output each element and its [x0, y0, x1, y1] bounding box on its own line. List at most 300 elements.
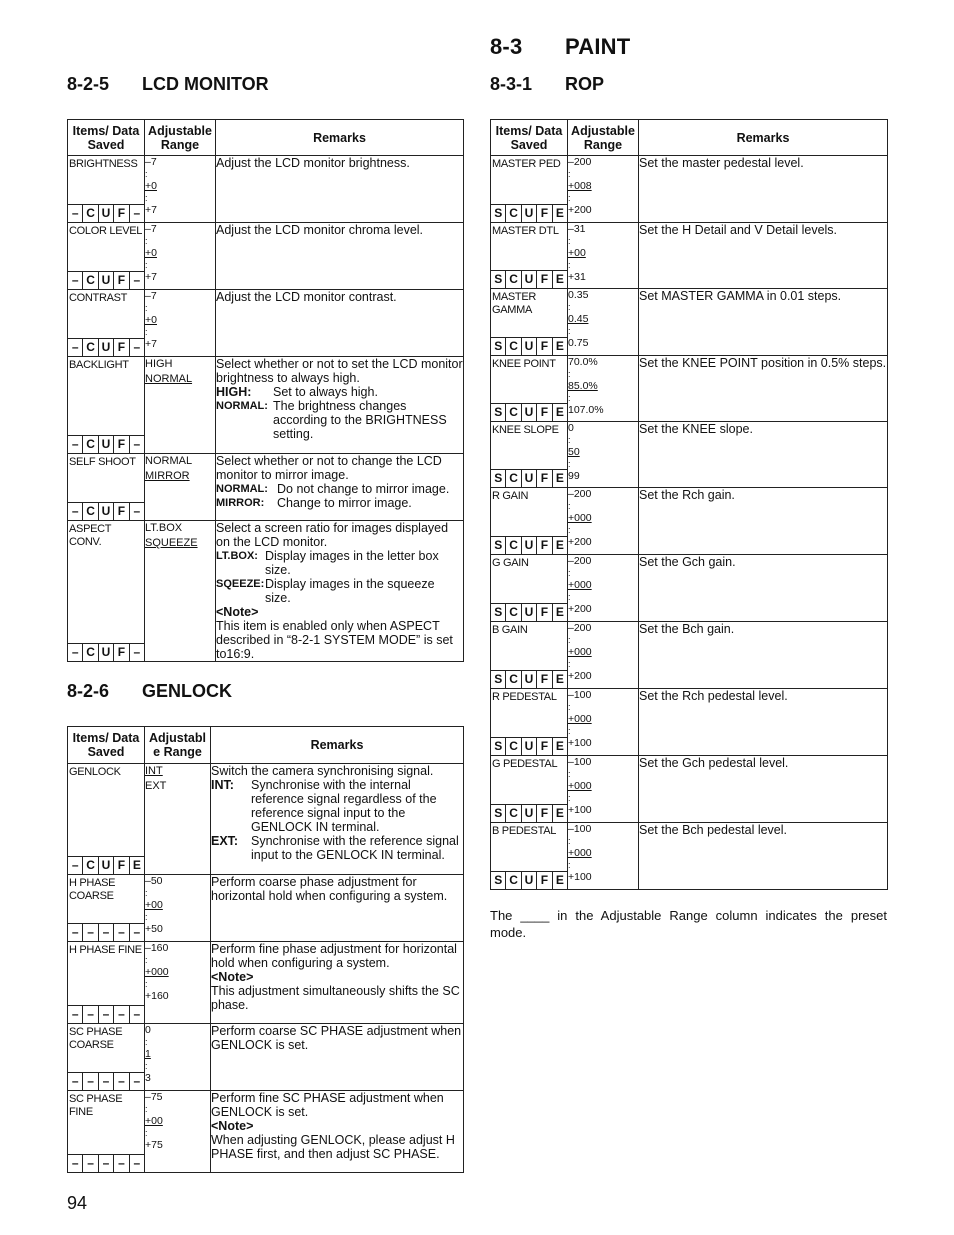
saved-flag: C [505, 338, 520, 355]
saved-flag: U [521, 338, 536, 355]
range-ellipsis: : [568, 726, 571, 736]
saved-flag: – [71, 645, 79, 659]
range-preset-value: +00 [568, 247, 586, 259]
range-ellipsis: : [568, 501, 571, 511]
saved-flag: – [129, 503, 144, 520]
header-remarks: Remarks [639, 120, 888, 156]
note-label: <Note> [216, 605, 259, 619]
range-preset-value: +0 [145, 314, 157, 326]
item-name: MASTER DTL [492, 225, 559, 237]
saved-flag: – [82, 1006, 97, 1023]
item-cell [68, 942, 145, 1024]
item-name: MASTER GAMMA [492, 291, 537, 316]
saved-flag: S [494, 672, 503, 686]
range-preset [568, 579, 638, 591]
range-ellipsis: : [145, 1061, 148, 1071]
remark-text: Set the KNEE slope. [639, 422, 753, 436]
saved-flag: – [113, 1073, 128, 1090]
saved-flag: – [129, 1006, 144, 1023]
item-name: B PEDESTAL [492, 825, 557, 837]
table-row [491, 422, 888, 488]
saved-flag: C [505, 537, 520, 554]
range-ellipsis: : [568, 860, 571, 870]
remark-text: Set MASTER GAMMA in 0.01 steps. [639, 289, 842, 303]
saved-flag: – [129, 924, 144, 941]
range-cell [145, 223, 216, 290]
range-ellipsis: : [568, 169, 571, 179]
note-text: This adjustment simultaneously shifts the SC phase. [211, 984, 460, 1012]
range-ellipsis: : [145, 327, 148, 337]
option-key: MIRROR: [216, 497, 265, 509]
saved-flag: – [98, 1006, 113, 1023]
table-row [68, 875, 464, 942]
data-saved-flags [68, 271, 144, 289]
remarks-cell [639, 622, 888, 689]
range-ellipsis: : [568, 702, 571, 712]
item-cell [491, 356, 568, 422]
saved-flag: C [505, 805, 520, 822]
header-items: Items/ Data Saved [68, 120, 145, 156]
saved-flag: C [505, 271, 520, 288]
remarks-cell [211, 764, 464, 875]
header-range: Adjustable Range [568, 120, 639, 156]
section-number: 8-2-6 [67, 681, 110, 701]
saved-flag: – [129, 205, 144, 222]
header-items: Items/ Data Saved [68, 727, 145, 764]
range-cell [568, 488, 639, 555]
range-min: 0 [145, 1024, 151, 1036]
range-option [145, 764, 210, 779]
remarks-cell [639, 356, 888, 422]
option-definition [216, 385, 463, 399]
range-min: 0 [568, 422, 574, 434]
range-max: +100 [568, 804, 592, 816]
remarks-cell [639, 823, 888, 890]
data-saved-flags [491, 270, 567, 288]
range-cell [568, 622, 639, 689]
saved-flag: C [82, 857, 97, 874]
header-items: Items/ Data Saved [491, 120, 568, 156]
range-preset-value: 0.45 [568, 313, 589, 325]
range-max: +200 [568, 204, 592, 216]
range-min: –7 [145, 156, 157, 168]
saved-flag: – [71, 1074, 79, 1088]
saved-flag: – [71, 273, 79, 287]
saved-flag: – [71, 437, 79, 451]
range-min: –200 [568, 488, 592, 500]
range-preset-value: +008 [568, 180, 592, 192]
range-ellipsis: : [145, 955, 148, 965]
saved-flag: S [494, 339, 503, 353]
range-max: +7 [145, 204, 157, 216]
saved-flag: C [82, 644, 97, 661]
item-name: COLOR LEVEL [69, 225, 143, 237]
option-definition [216, 399, 463, 441]
saved-flag: U [98, 272, 113, 289]
range-ellipsis: : [145, 303, 148, 313]
note-text: When adjusting GENLOCK, please adjust H PHASE first, and then adjust SC PHASE. [211, 1133, 455, 1161]
range-preset [568, 780, 638, 792]
header-range: Adjustable Range [145, 120, 216, 156]
remarks-cell [216, 223, 464, 290]
range-ellipsis: : [145, 912, 148, 922]
range-min: –200 [568, 555, 592, 567]
range-ellipsis: : [568, 635, 571, 645]
range-preset-value: NORMAL [145, 373, 193, 385]
range-preset-value: +000 [568, 646, 592, 658]
item-name: ASPECT CONV. [69, 523, 112, 548]
saved-flag: U [98, 205, 113, 222]
saved-flag: F [536, 338, 551, 355]
saved-flag: U [521, 271, 536, 288]
option-desc: Synchronise with the reference signal input to the GENLOCK IN terminal. [251, 834, 459, 862]
remarks-cell [216, 156, 464, 223]
saved-flag: C [82, 339, 97, 356]
range-preset [568, 713, 638, 725]
range-min: 0.35 [568, 289, 589, 301]
range-cell [568, 223, 639, 289]
remarks-cell [639, 689, 888, 756]
item-cell [491, 756, 568, 823]
range-option: NORMAL [145, 455, 193, 467]
item-cell [491, 289, 568, 356]
remark-text: Adjust the LCD monitor contrast. [216, 290, 397, 304]
saved-flag: U [98, 644, 113, 661]
saved-flag: – [129, 1155, 144, 1172]
range-ellipsis: : [145, 1104, 148, 1114]
data-saved-flags [491, 469, 567, 487]
range-preset-value: +000 [568, 847, 592, 859]
range-option: HIGH [145, 358, 173, 370]
range-ellipsis: : [568, 592, 571, 602]
saved-flag: C [82, 205, 97, 222]
remarks-cell [211, 1024, 464, 1091]
data-saved-flags [491, 871, 567, 889]
section-number: 8-3-1 [490, 74, 533, 94]
option-key: LT.BOX: [216, 550, 258, 562]
range-cell [145, 357, 216, 454]
saved-flag: U [98, 339, 113, 356]
saved-flag: S [494, 739, 503, 753]
table-row [491, 689, 888, 756]
range-preset-value: 50 [568, 446, 580, 458]
range-max: +200 [568, 536, 592, 548]
remarks-cell [216, 521, 464, 662]
saved-flag: U [98, 857, 113, 874]
item-name: B GAIN [492, 624, 528, 636]
range-ellipsis: : [145, 1037, 148, 1047]
saved-flag: F [536, 872, 551, 889]
option-key: HIGH: [216, 385, 252, 399]
item-cell [491, 622, 568, 689]
range-cell [568, 756, 639, 823]
saved-flag: – [71, 206, 79, 220]
saved-flag: – [71, 925, 79, 939]
range-preset-value: 85.0% [568, 380, 598, 392]
note-label: <Note> [211, 970, 254, 984]
saved-flag: – [71, 1007, 79, 1021]
saved-flag: S [494, 538, 503, 552]
range-max: 107.0% [568, 404, 604, 416]
data-saved-flags [68, 204, 144, 222]
saved-flag: U [98, 436, 113, 453]
range-min: 70.0% [568, 356, 598, 368]
remarks-cell [211, 942, 464, 1024]
item-cell [68, 454, 145, 521]
range-max: +31 [568, 271, 586, 283]
page-number: 94 [67, 1193, 88, 1213]
saved-flag: F [536, 404, 551, 421]
saved-flag: F [536, 671, 551, 688]
table-row [491, 622, 888, 689]
saved-flag: F [113, 339, 128, 356]
table-row [68, 942, 464, 1024]
item-name: H PHASE FINE [69, 944, 142, 956]
saved-flag: F [536, 738, 551, 755]
saved-flag: – [98, 1155, 113, 1172]
table-row [68, 1024, 464, 1091]
item-cell [68, 875, 145, 942]
remark-text: Set the master pedestal level. [639, 156, 804, 170]
item-cell [68, 223, 145, 290]
saved-flag: E [552, 671, 567, 688]
range-preset-value: +0 [145, 247, 157, 259]
item-cell [491, 422, 568, 488]
saved-flag: E [552, 205, 567, 222]
range-cell [145, 1024, 211, 1091]
table-row [68, 521, 464, 662]
range-ellipsis: : [145, 169, 148, 179]
saved-flag: – [129, 339, 144, 356]
range-max: 3 [145, 1072, 151, 1084]
range-min: –100 [568, 756, 592, 768]
range-cell [568, 356, 639, 422]
data-saved-flags [491, 603, 567, 621]
item-cell [491, 156, 568, 223]
saved-flag: – [129, 1073, 144, 1090]
remark-text: Set the Rch gain. [639, 488, 735, 502]
range-max: 0.75 [568, 337, 589, 349]
range-min: –7 [145, 223, 157, 235]
item-name: G PEDESTAL [492, 758, 558, 770]
range-cell [568, 422, 639, 488]
item-name: H PHASE COARSE [69, 877, 116, 902]
range-preset [568, 512, 638, 524]
saved-flag: – [98, 924, 113, 941]
option-desc: Change to mirror image. [277, 496, 412, 510]
saved-flag: E [552, 738, 567, 755]
range-ellipsis: : [568, 435, 571, 445]
section-name: ROP [565, 74, 605, 94]
remark-text: Set the Rch pedestal level. [639, 689, 788, 703]
saved-flag: C [505, 671, 520, 688]
table-row [491, 823, 888, 890]
option-definition [216, 482, 463, 496]
range-max: +200 [568, 670, 592, 682]
saved-flag: F [536, 604, 551, 621]
remarks-cell [211, 875, 464, 942]
range-preset [145, 1115, 210, 1127]
saved-flag: U [521, 537, 536, 554]
saved-flag: U [98, 503, 113, 520]
range-ellipsis: : [568, 369, 571, 379]
item-name: KNEE SLOPE [492, 424, 559, 436]
option-key: EXT: [211, 834, 239, 848]
saved-flag: – [113, 924, 128, 941]
saved-flag: E [552, 271, 567, 288]
data-saved-flags [491, 403, 567, 421]
saved-flag: C [505, 205, 520, 222]
range-ellipsis: : [568, 836, 571, 846]
remarks-cell [216, 290, 464, 357]
saved-flag: – [82, 924, 97, 941]
range-ellipsis: : [568, 193, 571, 203]
range-ellipsis: : [568, 393, 571, 403]
saved-flag: E [552, 872, 567, 889]
item-cell [68, 764, 145, 875]
note-text: This item is enabled only when ASPECT described in “8-2-1 SYSTEM MODE” is set to16:9. [216, 619, 453, 661]
item-cell [491, 488, 568, 555]
range-preset [145, 966, 210, 978]
data-saved-flags [491, 204, 567, 222]
item-cell [68, 1091, 145, 1173]
remarks-cell [639, 156, 888, 223]
remark-text: Set the Gch pedestal level. [639, 756, 789, 770]
genlock-table [67, 726, 464, 1173]
saved-flag: – [129, 272, 144, 289]
saved-flag: – [113, 1006, 128, 1023]
range-max: +160 [145, 990, 169, 1002]
remark-text: Switch the camera synchronising signal. [211, 764, 434, 778]
section-heading-genlock [67, 681, 232, 702]
section-number: 8-2-5 [67, 74, 110, 94]
remark-text: Set the Bch pedestal level. [639, 823, 788, 837]
range-max: +7 [145, 271, 157, 283]
range-ellipsis: : [568, 326, 571, 336]
saved-flag: U [521, 604, 536, 621]
saved-flag: C [505, 738, 520, 755]
remarks-cell [639, 422, 888, 488]
header-remarks: Remarks [216, 120, 464, 156]
range-option [145, 469, 215, 484]
remark-text: Perform fine SC PHASE adjustment when GENLOCK is set. [211, 1091, 444, 1119]
note-label: <Note> [211, 1119, 254, 1133]
section-heading-rop [490, 74, 604, 95]
range-ellipsis: : [568, 525, 571, 535]
saved-flag: S [494, 873, 503, 887]
item-name: KNEE POINT [492, 358, 556, 370]
table-row [491, 356, 888, 422]
range-preset-value: +000 [568, 713, 592, 725]
option-key: INT: [211, 778, 234, 792]
data-saved-flags [491, 670, 567, 688]
range-cell [145, 942, 211, 1024]
item-name: SC PHASE COARSE [69, 1026, 123, 1051]
saved-flag: C [505, 872, 520, 889]
item-name: BACKLIGHT [69, 359, 129, 371]
lcd-monitor-table [67, 119, 464, 662]
remarks-cell [639, 289, 888, 356]
section-name: LCD MONITOR [142, 74, 269, 94]
option-desc: Display images in the letter box size. [265, 549, 439, 577]
data-saved-flags [68, 435, 144, 453]
remark-text: Set the Gch gain. [639, 555, 736, 569]
remark-text: Select whether or not to set the LCD monitor brightness to always high. [216, 357, 463, 385]
chapter-number: 8-3 [490, 34, 523, 59]
range-preset-value: INT [145, 765, 163, 777]
range-max: +7 [145, 338, 157, 350]
item-cell [491, 823, 568, 890]
range-max: +100 [568, 737, 592, 749]
item-cell [491, 689, 568, 756]
range-cell [145, 521, 216, 662]
range-ellipsis: : [568, 568, 571, 578]
remark-text: Set the Bch gain. [639, 622, 735, 636]
remarks-cell [639, 756, 888, 823]
range-preset [568, 847, 638, 859]
option-key: SQEEZE: [216, 578, 265, 590]
saved-flag: S [494, 806, 503, 820]
data-saved-flags [491, 536, 567, 554]
range-min: –31 [568, 223, 586, 235]
rop-table [490, 119, 888, 890]
range-max: 99 [568, 470, 580, 482]
saved-flag: C [505, 604, 520, 621]
range-preset [145, 1048, 210, 1060]
range-option: LT.BOX [145, 522, 183, 534]
data-saved-flags [68, 502, 144, 520]
saved-flag: – [71, 858, 79, 872]
data-saved-flags [68, 923, 144, 941]
option-desc: Synchronise with the internal reference signal regardless of the reference signal input to the GENLOCK IN terminal. [251, 778, 437, 834]
saved-flag: E [552, 537, 567, 554]
range-preset [568, 446, 638, 458]
saved-flag: F [536, 470, 551, 487]
remarks-cell [216, 454, 464, 521]
remark-text: Perform coarse phase adjustment for horizontal hold when configuring a system. [211, 875, 448, 903]
saved-flag: S [494, 471, 503, 485]
data-saved-flags [491, 737, 567, 755]
range-preset [568, 180, 638, 192]
range-max: +200 [568, 603, 592, 615]
data-saved-flags [68, 643, 144, 661]
table-row [491, 289, 888, 356]
table-row [68, 156, 464, 223]
range-ellipsis: : [145, 236, 148, 246]
saved-flag: F [113, 205, 128, 222]
range-preset [145, 314, 215, 326]
range-cell [568, 156, 639, 223]
saved-flag: U [521, 738, 536, 755]
range-min: –100 [568, 823, 592, 835]
saved-flag: F [113, 272, 128, 289]
saved-flag: F [113, 503, 128, 520]
range-cell [145, 156, 216, 223]
section-heading-lcd-monitor [67, 74, 269, 95]
data-saved-flags [68, 1072, 144, 1090]
range-preset-value: +00 [145, 1115, 163, 1127]
item-name: SC PHASE FINE [69, 1093, 123, 1118]
range-min: –7 [145, 290, 157, 302]
section-name: GENLOCK [142, 681, 232, 701]
item-cell [491, 223, 568, 289]
data-saved-flags [491, 804, 567, 822]
saved-flag: – [129, 644, 144, 661]
range-preset-value: +000 [568, 579, 592, 591]
range-preset-value: +0 [145, 180, 157, 192]
range-cell [568, 689, 639, 756]
range-preset-value: MIRROR [145, 470, 190, 482]
